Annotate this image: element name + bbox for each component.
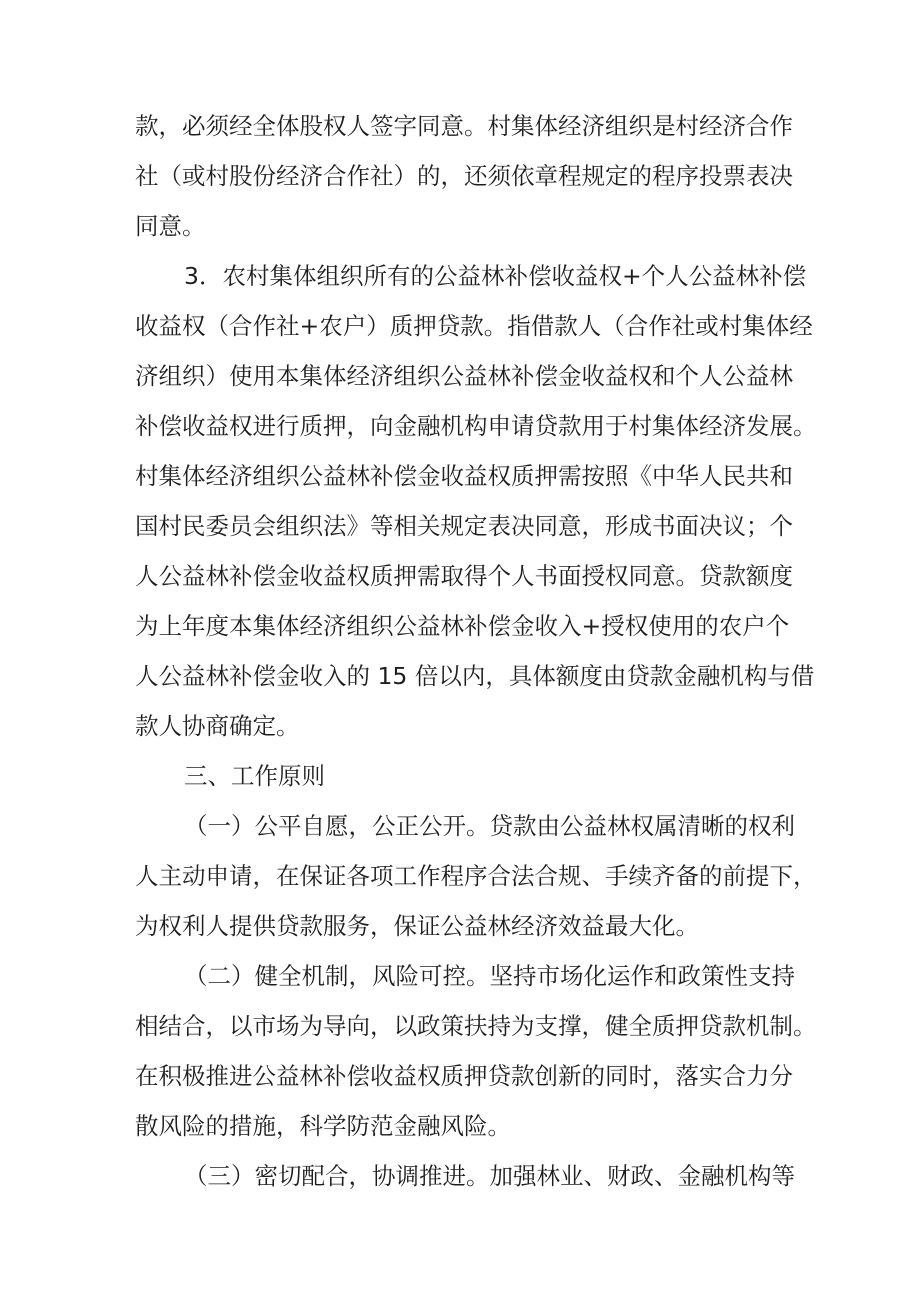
- text-line: 散风险的措施，科学防范金融风险。: [135, 1112, 511, 1140]
- text-line: 在积极推进公益林补偿收益权质押贷款创新的同时，落实合力分: [135, 1062, 793, 1090]
- text-line: 收益权（合作社+农户）质押贷款。指借款人（合作社或村集体经: [135, 312, 813, 340]
- text-line: （二）健全机制，风险可控。坚持市场化运作和政策性支持: [184, 962, 795, 990]
- text-line: 人公益林补偿金收益权质押需取得个人书面授权同意。贷款额度: [135, 562, 793, 590]
- text-line: 社（或村股份经济合作社）的，还须依章程规定的程序投票表决: [135, 162, 793, 190]
- text-line: （三）密切配合，协调推进。加强林业、财政、金融机构等: [184, 1162, 795, 1190]
- text-line: 3．农村集体组织所有的公益林补偿收益权+个人公益林补偿: [184, 262, 807, 290]
- text-line: （一）公平自愿，公正公开。贷款由公益林权属清晰的权利: [184, 812, 795, 840]
- text-line: 人主动申请，在保证各项工作程序合法合规、手续齐备的前提下，: [135, 862, 817, 890]
- text-line: 为权利人提供贷款服务，保证公益林经济效益最大化。: [135, 912, 699, 940]
- text-line: 为上年度本集体经济组织公益林补偿金收入+授权使用的农户个: [135, 612, 790, 640]
- text-line: 人公益林补偿金收入的 15 倍以内，具体额度由贷款金融机构与借: [135, 662, 815, 690]
- text-line: 相结合，以市场为导向，以政策扶持为支撑，健全质押贷款机制。: [135, 1012, 817, 1040]
- text-line: 国村民委员会组织法》等相关规定表决同意，形成书面决议；个: [135, 512, 793, 540]
- text-line: 同意。: [135, 212, 206, 240]
- section-heading: 三、工作原则: [184, 762, 325, 790]
- text-line: 款，必须经全体股权人签字同意。村集体经济组织是村经济合作: [135, 112, 793, 140]
- text-line: 村集体经济组织公益林补偿金收益权质押需按照《中华人民共和: [135, 462, 793, 490]
- text-line: 补偿收益权进行质押，向金融机构申请贷款用于村集体经济发展。: [135, 412, 817, 440]
- text-line: 济组织）使用本集体经济组织公益林补偿金收益权和个人公益林: [135, 362, 793, 390]
- text-line: 款人协商确定。: [135, 712, 300, 740]
